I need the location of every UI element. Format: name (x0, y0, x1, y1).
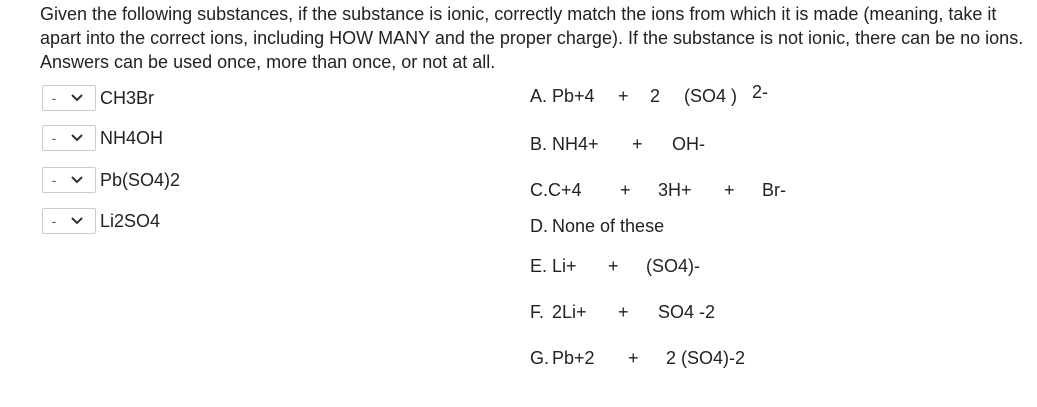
answer-part: Pb+2 (552, 348, 595, 368)
answer-dropdown[interactable] (42, 125, 96, 151)
chevron-down-icon (65, 94, 89, 102)
answer-letter: A. (530, 86, 548, 106)
chevron-down-icon (65, 217, 89, 225)
answer-dropdown[interactable] (42, 85, 96, 111)
question-row (42, 166, 180, 194)
substance-label: Li2SO4 (100, 210, 161, 231)
dropdown-value: - (51, 130, 57, 146)
answer-part: SO4 -2 (658, 302, 716, 322)
chevron-down-icon (65, 176, 89, 184)
answer-letter: B. (530, 134, 548, 154)
answer-part: Pb+4 (552, 86, 595, 106)
question-row (42, 84, 154, 112)
chevron-down-icon (65, 134, 89, 142)
answer-part: + (628, 348, 639, 368)
answer-part: None of these (552, 216, 665, 236)
answer-letter: F. (530, 302, 545, 322)
answer-part: 2Li+ (552, 302, 587, 322)
answer-part: + (724, 180, 735, 200)
answer-part: + (618, 302, 629, 322)
dropdown-value: - (51, 90, 57, 106)
answer-letter: C. (530, 180, 548, 200)
answer-part: C+4 (548, 180, 582, 200)
answer-part: 2- (752, 82, 769, 102)
answer-part: + (618, 86, 629, 106)
answer-part: 3H+ (658, 180, 692, 200)
answer-part: Br- (762, 180, 786, 200)
answer-letter: E. (530, 256, 548, 276)
answer-part: OH- (672, 134, 705, 154)
substance-label: Pb(SO4)2 (100, 169, 181, 190)
answer-part: NH4+ (552, 134, 599, 154)
answer-part: (SO4)- (646, 256, 700, 276)
instructions-text: Given the following substances, if the substance is ionic, correctly match the ions from which it is made (meaning, take it apart into the correct ions, including HOW MANY and the proper charge). If the substance is not ionic, there can be no ions. Answers can be used once, more than once, or not at all. (40, 4, 1024, 72)
answer-dropdown[interactable] (42, 167, 96, 193)
answer-part: (SO4 ) (684, 86, 738, 106)
dropdown-value: - (51, 172, 57, 188)
answer-part: + (620, 180, 631, 200)
answer-part: Li+ (552, 256, 577, 276)
substance-label: NH4OH (100, 127, 164, 148)
answer-letter: D. (530, 216, 548, 236)
question-row (42, 124, 163, 152)
answer-dropdown[interactable] (42, 208, 96, 234)
answer-letter: G. (530, 348, 550, 368)
answer-part: + (608, 256, 619, 276)
dropdown-value: - (51, 213, 57, 229)
substance-label: CH3Br (100, 87, 155, 108)
answer-part: 2 (650, 86, 661, 106)
answer-part: 2 (SO4)-2 (666, 348, 746, 368)
question-row (42, 207, 160, 235)
answer-part: + (632, 134, 643, 154)
